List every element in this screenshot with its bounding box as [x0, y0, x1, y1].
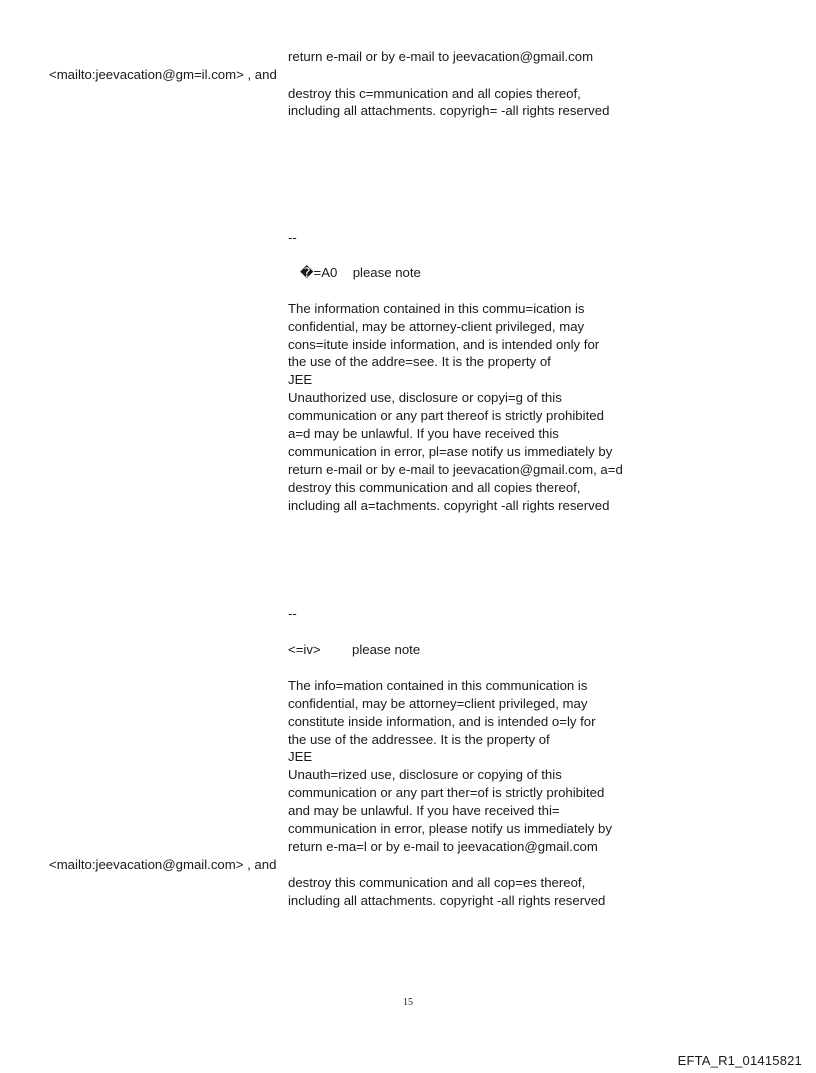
- separator: --: [288, 606, 297, 621]
- body-text-line: The info=mation contained in this communication is: [288, 678, 588, 693]
- separator: --: [288, 230, 297, 245]
- body-text-line: confidential, may be attorney-client privileged, may: [288, 319, 585, 334]
- body-text-line: destroy this communication and all copies thereof,: [288, 480, 581, 495]
- note-heading-text: please note: [352, 265, 421, 280]
- body-text-line: JEE: [288, 749, 313, 764]
- note-heading-text: please note: [351, 642, 421, 657]
- body-text-line: communication in error, pl=ase notify us immediately by: [288, 444, 613, 459]
- body-text-line: a=d may be unlawful. If you have received this: [288, 426, 559, 441]
- note-heading: [300, 264, 421, 282]
- body-text-line: confidential, may be attorney=client privileged, may: [288, 696, 588, 711]
- body-text-line: Unauth=rized use, disclosure or copying of this: [288, 767, 562, 782]
- body-text-line: return e-mail or by e-mail to jeevacation@gmail.com, a=d: [288, 462, 623, 477]
- body-text-line: communication or any part ther=of is strictly prohibited: [288, 785, 605, 800]
- body-text-line: including all a=tachments. copyright -all rights reserved: [288, 498, 610, 513]
- body-text-line: cons=itute inside information, and is intended only for: [288, 337, 600, 352]
- body-text-line: communication or any part thereof is strictly prohibited: [288, 408, 604, 423]
- body-text-line: the use of the addre=see. It is the property of: [288, 354, 551, 369]
- body-text-line: return e-mail or by e-mail to jeevacation@gmail.com: [288, 49, 594, 64]
- body-text-line: including all attachments. copyrigh= -all rights reserved: [288, 103, 610, 118]
- body-text-line: The information contained in this commu=ication is: [288, 301, 585, 316]
- body-text-line: constitute inside information, and is intended o=ly for: [288, 714, 596, 729]
- note-heading-prefix: �=A0: [300, 265, 338, 280]
- body-text-line: JEE: [288, 372, 313, 387]
- body-text-line: and may be unlawful. If you have received thi=: [288, 803, 560, 818]
- body-text-line: destroy this communication and all cop=es thereof,: [288, 875, 586, 890]
- body-text-line: Unauthorized use, disclosure or copyi=g of this: [288, 390, 562, 405]
- body-text-line: including all attachments. copyright -all rights reserved: [288, 893, 606, 908]
- note-heading: [288, 641, 420, 659]
- page-number: 15: [403, 997, 413, 1008]
- mailto-link-text: <mailto:jeevacation@gmail.com> , and: [49, 857, 277, 872]
- body-text-line: destroy this c=mmunication and all copies thereof,: [288, 86, 581, 101]
- note-heading-prefix: <=iv>: [288, 642, 321, 657]
- mailto-link-text: <mailto:jeevacation@gm=il.com> , and: [49, 67, 277, 82]
- bates-number: EFTA_R1_01415821: [677, 1053, 802, 1068]
- body-text-line: communication in error, please notify us immediately by: [288, 821, 612, 836]
- body-text-line: return e-ma=l or by e-mail to jeevacation@gmail.com: [288, 839, 598, 854]
- body-text-line: the use of the addressee. It is the property of: [288, 732, 550, 747]
